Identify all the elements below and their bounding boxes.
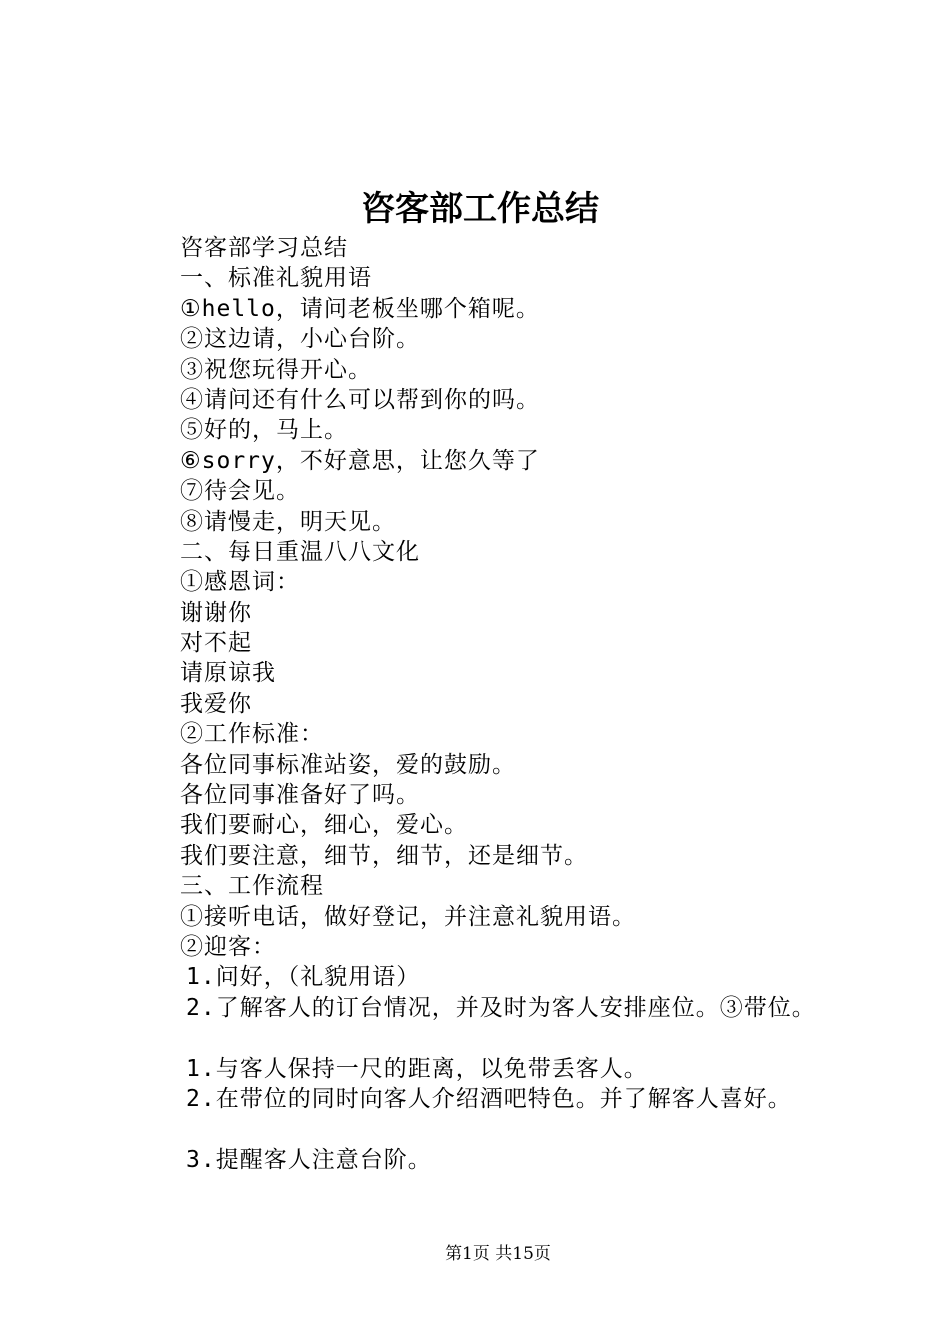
page-title: 咨客部工作总结 xyxy=(361,189,599,229)
section-heading-3: 三、工作流程 xyxy=(180,873,324,900)
text-line: 我们要耐心，细心，爱心。 xyxy=(180,812,468,839)
text-line: 我爱你 xyxy=(180,690,252,717)
section-heading-1: 一、标准礼貌用语 xyxy=(180,265,372,292)
text-line: 谢谢你 xyxy=(180,599,252,626)
blank-line xyxy=(180,1114,880,1144)
list-item: 1.与客人保持一尺的距离，以免带丢客人。 xyxy=(186,1055,648,1082)
list-item: ②这边请，小心台阶。 xyxy=(180,326,420,353)
page-footer: 第1页 共15页 xyxy=(445,1244,551,1264)
text-line: 我们要注意，细节，细节，还是细节。 xyxy=(180,842,588,869)
section-subtitle: 咨客部学习总结 xyxy=(180,235,348,261)
list-item: ⑧请慢走，明天见。 xyxy=(180,508,396,535)
text-line: 对不起 xyxy=(180,630,252,657)
text-line: 各位同事标准站姿，爱的鼓励。 xyxy=(180,751,516,778)
list-item: ③祝您玩得开心。 xyxy=(180,356,372,383)
list-item: ⑥sorry，不好意思，让您久等了 xyxy=(180,447,540,474)
document-body xyxy=(180,233,880,1175)
text-line: 请原谅我 xyxy=(180,660,276,687)
subsection-heading: ②工作标准： xyxy=(180,721,324,748)
list-item: 2.了解客人的订台情况，并及时为客人安排座位。③带位。 xyxy=(186,994,816,1021)
list-item: ⑦待会见。 xyxy=(180,478,300,505)
subsection-heading: ②迎客： xyxy=(180,933,276,960)
list-item: 2.在带位的同时向客人介绍酒吧特色。并了解客人喜好。 xyxy=(186,1085,792,1112)
list-item: ④请问还有什么可以帮到你的吗。 xyxy=(180,386,540,413)
section-heading-2: 二、每日重温八八文化 xyxy=(180,538,420,565)
text-line: 各位同事准备好了吗。 xyxy=(180,782,420,809)
list-item: 3.提醒客人注意台阶。 xyxy=(186,1146,432,1173)
list-item: ⑤好的，马上。 xyxy=(180,417,348,444)
blank-line xyxy=(180,1023,880,1053)
list-item: ①hello，请问老板坐哪个箱呢。 xyxy=(180,295,540,322)
list-item: ①接听电话，做好登记，并注意礼貌用语。 xyxy=(180,903,636,930)
subsection-heading: ①感恩词： xyxy=(180,569,300,596)
list-item: 1.问好，（礼貌用语） xyxy=(186,964,421,991)
